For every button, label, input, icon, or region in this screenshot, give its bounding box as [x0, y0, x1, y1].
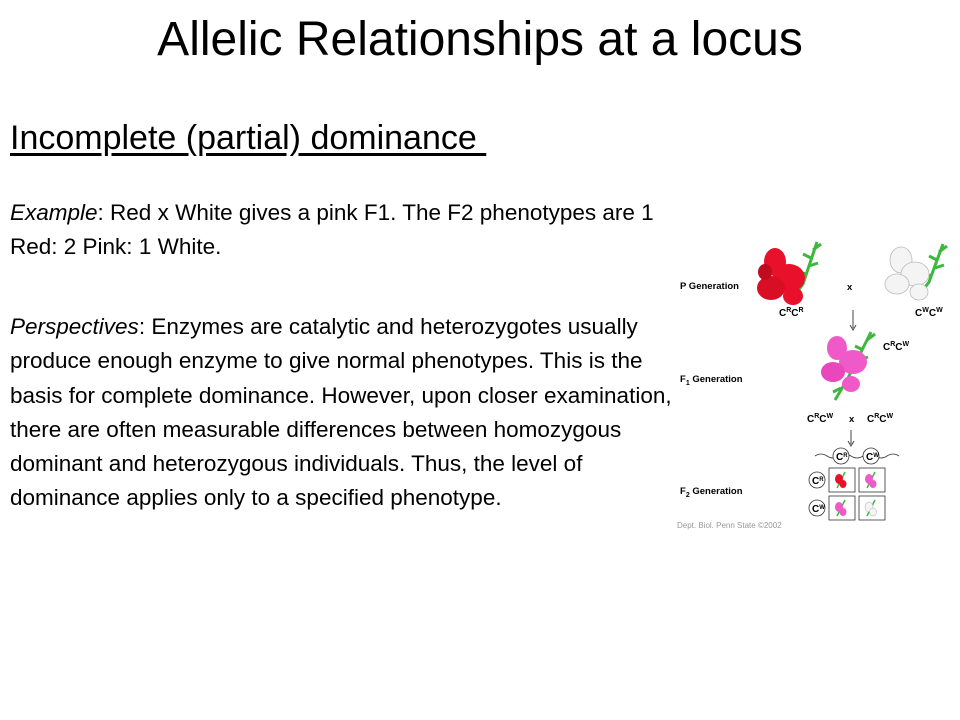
snapdragon-cross-diagram	[675, 232, 960, 542]
white-parent-flower	[885, 244, 947, 300]
f1-cross-right-genotype: $C^RC^W$	[867, 413, 894, 425]
svg-text:CR: $C^R$	[836, 452, 848, 463]
f1-cross-left-genotype: $C^RC^W$	[807, 413, 834, 425]
perspectives-text: : Enzymes are catalytic and heterozygotes usually produce enough enzyme to give normal phenotypes. This is the basis for complete dominance. However, upon closer examination, there are often measurable differences between homozygous dominant and heterozygous individuals. Thus, the level of dominance applies only to a specified phenotype.	[10, 314, 672, 511]
punnett-square	[809, 448, 899, 520]
red-parent-flower	[757, 242, 821, 305]
example-text: : Red x White gives a pink F1. The F2 phenotypes are 1 Red: 2 Pink: 1 White.	[10, 200, 654, 260]
slide-title: Allelic Relationships at a locus	[157, 13, 803, 66]
f2-generation-label: $F_2$ Generation	[680, 486, 743, 499]
perspectives-paragraph	[10, 310, 678, 516]
arrow-p-to-f1	[850, 310, 856, 330]
figure-credit: Dept. Biol. Penn State ©2002	[677, 521, 782, 530]
arrow-f1-to-f2	[848, 430, 854, 446]
cross-symbol-p: x	[847, 282, 853, 293]
f1-genotype-label: $C^RC^W$	[883, 341, 910, 353]
pink-f1-flower	[821, 332, 875, 400]
example-label: Example	[10, 200, 98, 225]
svg-text:CW: $C^W$	[812, 504, 825, 515]
red-parent-genotype: $C^RC^R$	[779, 307, 804, 319]
p-generation-label: P Generation	[680, 281, 739, 292]
svg-text:CW: $C^W$	[866, 452, 879, 463]
perspectives-label: Perspectives	[10, 314, 139, 339]
f1-generation-label: $F_1$ Generation	[680, 374, 743, 387]
svg-text:CR: $C^R$	[812, 476, 824, 487]
cross-symbol-f1: x	[849, 414, 855, 425]
section-heading: Incomplete (partial) dominance	[10, 119, 487, 157]
white-parent-genotype: $C^WC^W$	[915, 307, 943, 319]
example-paragraph	[10, 196, 678, 265]
